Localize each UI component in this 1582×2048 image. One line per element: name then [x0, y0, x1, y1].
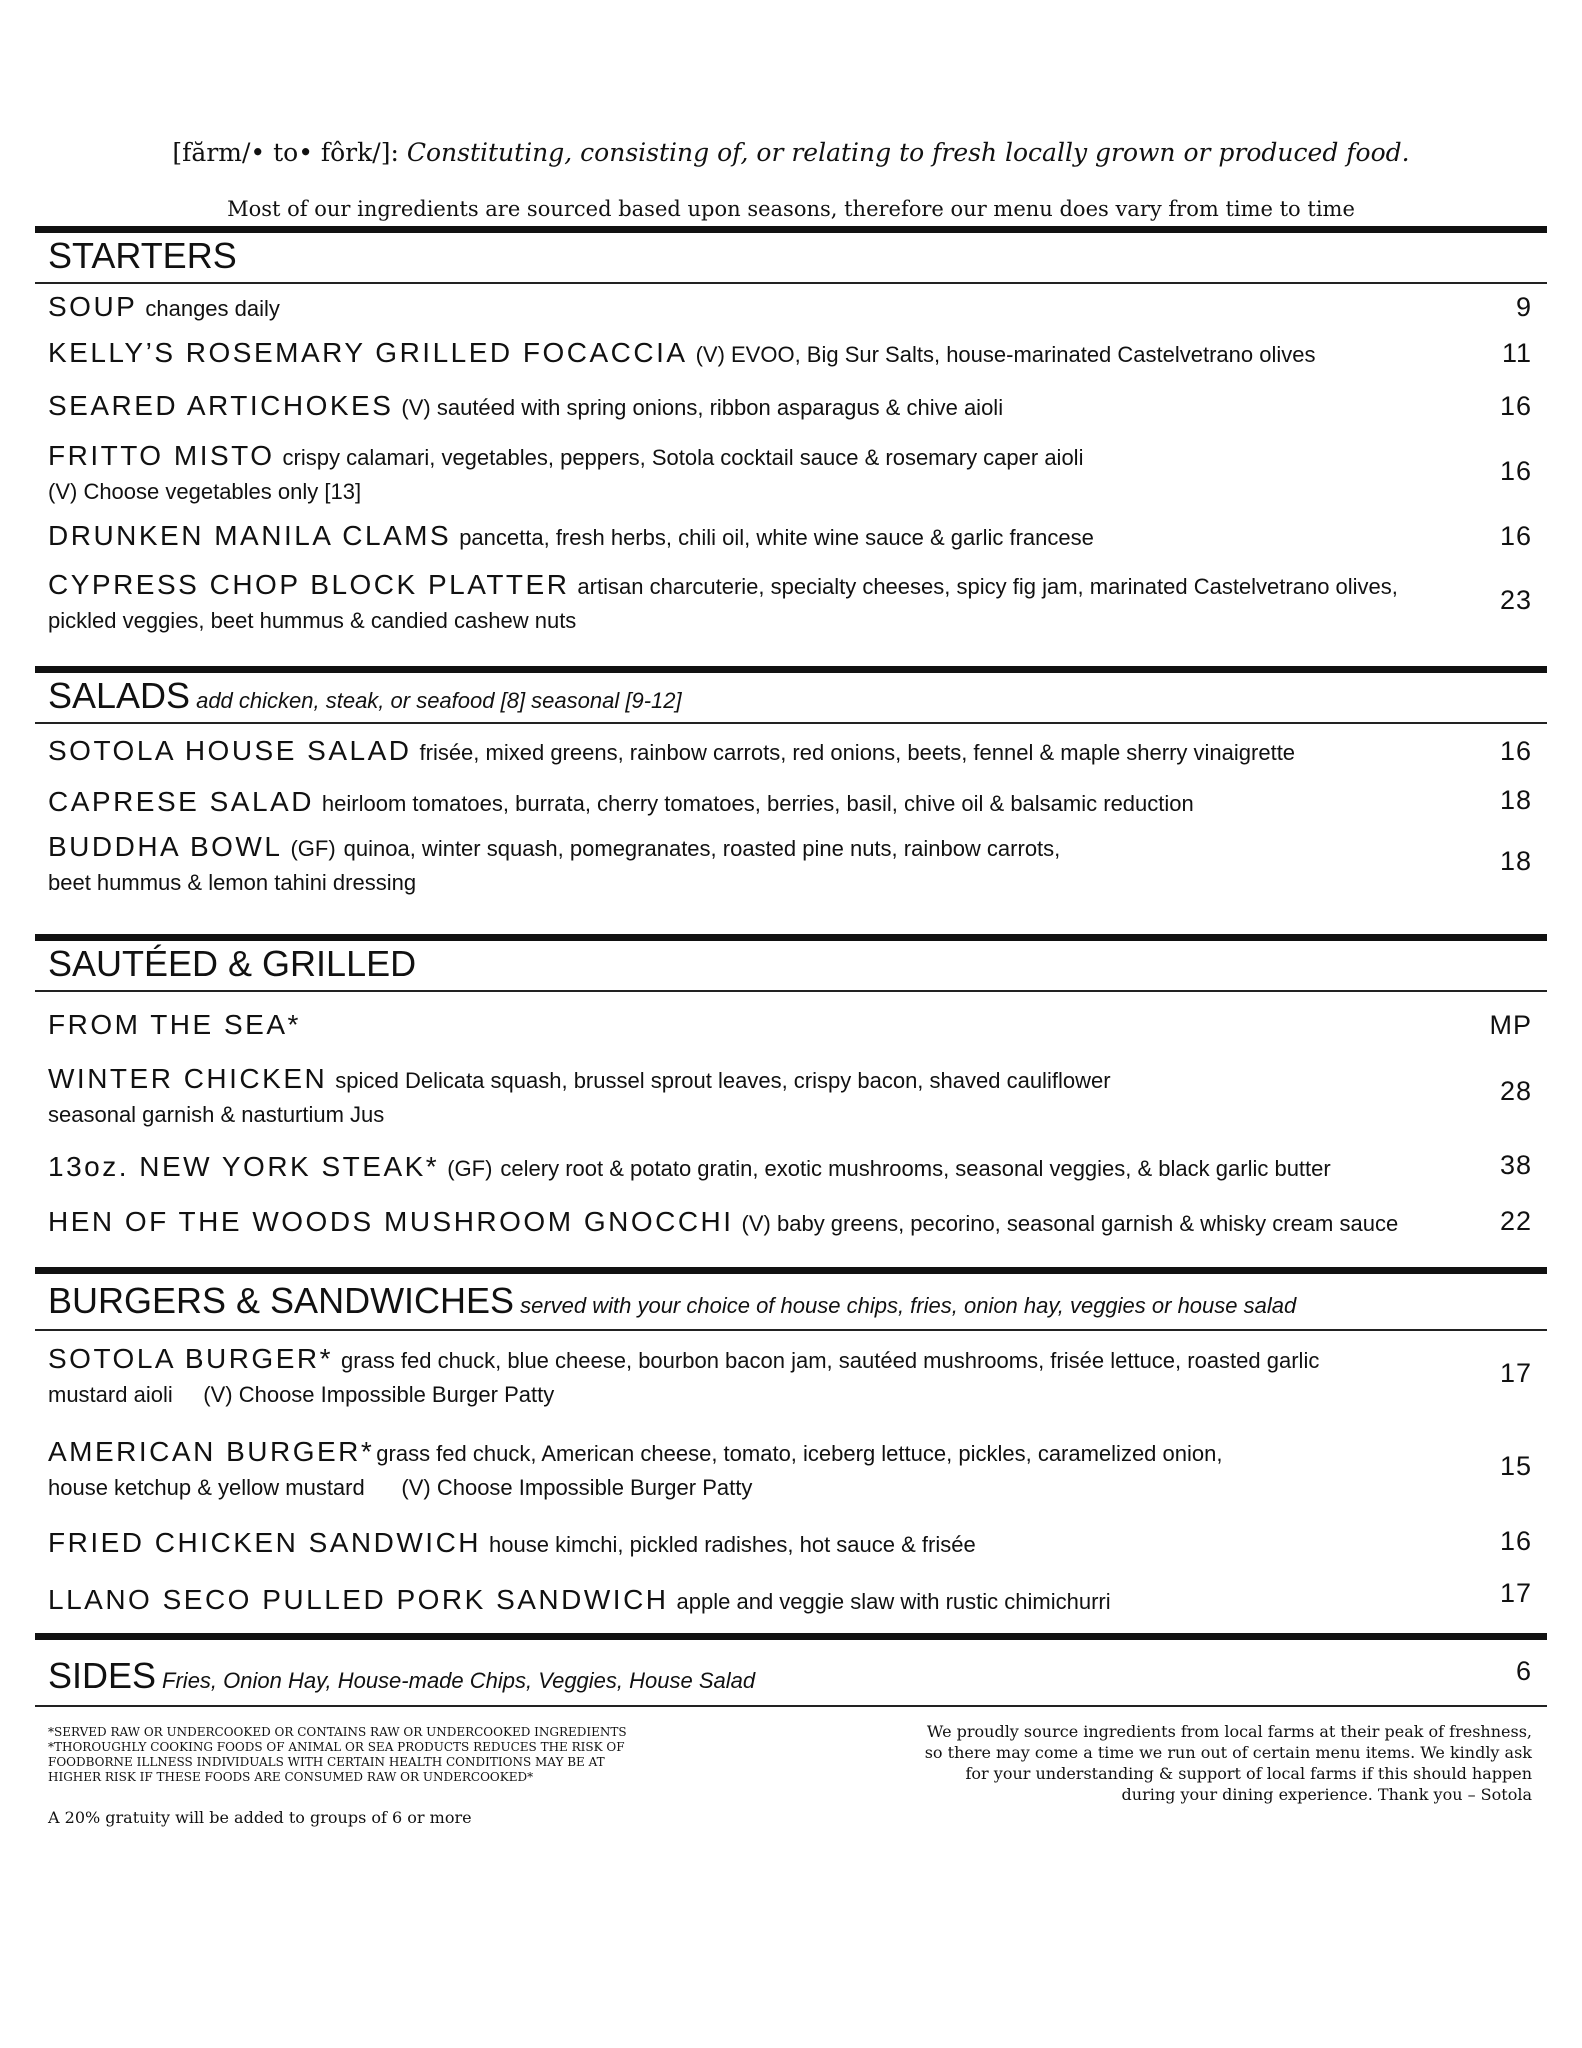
burgers-subtitle: served with your choice of house chips, fries, onion hay, veggies or house salad [520, 1293, 1297, 1318]
warning-line: HIGHER RISK IF THESE FOODS ARE CONSUMED RAW OR UNDERCOOKED* [48, 1770, 534, 1784]
item-tag: (GF) [447, 1156, 493, 1181]
item-tag: (GF) [290, 836, 336, 861]
warning-line: *THOROUGHLY COOKING FOODS OF ANIMAL OR SEA PRODUCTS REDUCES THE RISK OF [48, 1740, 625, 1754]
item-name: DRUNKEN MANILA CLAMS [48, 520, 452, 551]
item-desc: heirloom tomatoes, burrata, cherry tomatoes, berries, basil, chive oil & balsamic reduction [321, 791, 1194, 816]
raw-food-warning [48, 1725, 627, 1785]
warning-line: *SERVED RAW OR UNDERCOOKED OR CONTAINS RAW OR UNDERCOOKED INGREDIENTS [48, 1725, 627, 1739]
menu-item-gnocchi [48, 1205, 1448, 1241]
warning-line: FOODBORNE ILLNESS INDIVIDUALS WITH CERTAIN HEALTH CONDITIONS MAY BE AT [48, 1755, 605, 1769]
item-desc: crispy calamari, vegetables, peppers, Sotola cocktail sauce & rosemary caper aioli [282, 445, 1084, 470]
menu-item-artichokes [48, 389, 1448, 425]
menu-item-chop-block [48, 568, 1448, 638]
section-title-burgers [48, 1281, 1296, 1326]
item-price: 11 [1501, 338, 1532, 368]
item-name: SEARED ARTICHOKES [48, 390, 394, 421]
item-name: KELLY’S ROSEMARY GRILLED FOCACCIA [48, 337, 688, 368]
sourcing-line: We proudly source ingredients from local farms at their peak of freshness, [926, 1722, 1532, 1741]
sourcing-line: for your understanding & support of local farms if this should happen [965, 1764, 1532, 1783]
item-price: MP [1489, 1010, 1532, 1040]
item-price: 38 [1499, 1150, 1532, 1180]
menu-item-buddha-bowl [48, 830, 1448, 900]
menu-item-winter-chicken [48, 1062, 1448, 1132]
item-price: 15 [1499, 1451, 1532, 1481]
item-desc: changes daily [145, 296, 280, 321]
item-price: 6 [1515, 1656, 1532, 1686]
item-price: 16 [1499, 1526, 1532, 1556]
item-name: FRITTO MISTO [48, 440, 275, 471]
sourcing-line: during your dining experience. Thank you – Sotola [1121, 1785, 1532, 1804]
item-desc: (V) baby greens, pecorino, seasonal garnish & whisky cream sauce [741, 1211, 1399, 1236]
sides-title: SIDES [48, 1655, 157, 1696]
item-name: SOUP [48, 291, 138, 322]
item-name: CYPRESS CHOP BLOCK PLATTER [48, 569, 570, 600]
item-desc: grass fed chuck, blue cheese, bourbon bacon jam, sautéed mushrooms, frisée lettuce, roasted garlic [341, 1348, 1320, 1373]
gratuity-note: A 20% gratuity will be added to groups of 6 or more [48, 1808, 472, 1827]
item-desc: house kimchi, pickled radishes, hot sauce & frisée [489, 1532, 976, 1557]
salads-title: SALADS [48, 675, 191, 716]
section-title-sauteed [48, 944, 416, 984]
divider-thick [35, 934, 1547, 941]
item-price: 16 [1499, 521, 1532, 551]
divider-thick [35, 226, 1547, 233]
item-price: 17 [1499, 1358, 1532, 1388]
section-title-salads [48, 676, 682, 721]
item-desc-line2: mustard aioli (V) Choose Impossible Burger Patty [48, 1382, 555, 1407]
item-name: BUDDHA BOWL [48, 831, 283, 862]
item-name: FRIED CHICKEN SANDWICH [48, 1527, 482, 1558]
starters-title: STARTERS [48, 235, 237, 276]
item-name: 13oz. NEW YORK STEAK* [48, 1151, 440, 1182]
item-desc-line2: seasonal garnish & nasturtium Jus [48, 1102, 385, 1127]
section-title-starters [48, 236, 237, 276]
item-name: CAPRESE SALAD [48, 786, 314, 817]
item-price: 9 [1515, 292, 1532, 322]
seasonal-note: Most of our ingredients are sourced based upon seasons, therefore our menu does vary from time to time [227, 197, 1355, 221]
menu-item-house-salad [48, 734, 1448, 770]
menu-item-american-burger [48, 1435, 1448, 1505]
menu-item-from-the-sea [48, 1008, 1448, 1044]
salads-subtitle: add chicken, steak, or seafood [8] seasonal [9-12] [196, 688, 682, 713]
menu-item-clams [48, 519, 1448, 555]
item-name: SOTOLA BURGER* [48, 1343, 334, 1374]
divider-thick [35, 1267, 1547, 1274]
local-sourcing-note [840, 1721, 1532, 1805]
divider-thin [35, 282, 1547, 284]
menu-item-focaccia [48, 336, 1448, 372]
definition-term: [fărm/• to• fôrk/]: [172, 138, 399, 167]
menu-item-caprese [48, 785, 1448, 821]
definition [0, 138, 1582, 167]
item-price: 17 [1499, 1578, 1532, 1608]
sauteed-title: SAUTÉED & GRILLED [48, 943, 417, 984]
item-name: AMERICAN BURGER* [48, 1436, 375, 1467]
divider-thick [35, 1633, 1547, 1640]
item-price: 16 [1499, 736, 1532, 766]
menu-item-soup [48, 290, 1448, 326]
menu-item-pulled-pork [48, 1583, 1448, 1619]
menu-item-sotola-burger [48, 1342, 1448, 1412]
item-desc: (V) EVOO, Big Sur Salts, house-marinated Castelvetrano olives [695, 342, 1316, 367]
item-desc: quinoa, winter squash, pomegranates, roasted pine nuts, rainbow carrots, [343, 836, 1061, 861]
item-desc: celery root & potato gratin, exotic mushrooms, seasonal veggies, & black garlic butter [500, 1156, 1331, 1181]
item-desc: (V) sautéed with spring onions, ribbon asparagus & chive aioli [401, 395, 1004, 420]
item-price: 18 [1499, 846, 1532, 876]
menu-item-fritto-misto [48, 439, 1448, 509]
divider-thick [35, 666, 1547, 673]
menu-item-ny-steak [48, 1150, 1448, 1186]
divider-thin [35, 990, 1547, 992]
burgers-title: BURGERS & SANDWICHES [48, 1280, 515, 1321]
item-price: 22 [1499, 1206, 1532, 1236]
item-name: FROM THE SEA* [48, 1009, 301, 1040]
item-desc: grass fed chuck, American cheese, tomato, iceberg lettuce, pickles, caramelized onion, [376, 1441, 1223, 1466]
section-title-sides [48, 1656, 755, 1701]
divider-thin [35, 722, 1547, 724]
item-price: 16 [1499, 456, 1532, 486]
item-price: 23 [1499, 585, 1532, 615]
item-desc: artisan charcuterie, specialty cheeses, spicy fig jam, marinated Castelvetrano olives, [577, 574, 1398, 599]
menu-item-fried-chicken-sandwich [48, 1526, 1448, 1562]
item-desc: apple and veggie slaw with rustic chimichurri [676, 1589, 1111, 1614]
item-name: WINTER CHICKEN [48, 1063, 328, 1094]
item-desc: frisée, mixed greens, rainbow carrots, red onions, beets, fennel & maple sherry vinaigrette [419, 740, 1296, 765]
divider-thin [35, 1705, 1547, 1707]
sourcing-line: so there may come a time we run out of certain menu items. We kindly ask [924, 1743, 1532, 1762]
item-desc-line2: house ketchup & yellow mustard (V) Choose Impossible Burger Patty [48, 1475, 753, 1500]
item-price: 16 [1499, 391, 1532, 421]
item-price: 28 [1499, 1076, 1532, 1106]
item-name: LLANO SECO PULLED PORK SANDWICH [48, 1584, 669, 1615]
item-name: HEN OF THE WOODS MUSHROOM GNOCCHI [48, 1206, 734, 1237]
item-desc-line2: (V) Choose vegetables only [13] [48, 479, 362, 504]
item-price: 18 [1499, 785, 1532, 815]
item-name: SOTOLA HOUSE SALAD [48, 735, 412, 766]
item-desc: pancetta, fresh herbs, chili oil, white wine sauce & garlic francese [459, 525, 1094, 550]
definition-text: Constituting, consisting of, or relating to fresh locally grown or produced food. [406, 138, 1410, 167]
sides-subtitle: Fries, Onion Hay, House-made Chips, Veggies, House Salad [162, 1668, 756, 1693]
item-desc-line2: pickled veggies, beet hummus & candied cashew nuts [48, 608, 577, 633]
item-desc: spiced Delicata squash, brussel sprout leaves, crispy bacon, shaved cauliflower [335, 1068, 1111, 1093]
divider-thin [35, 1329, 1547, 1331]
item-desc-line2: beet hummus & lemon tahini dressing [48, 870, 417, 895]
